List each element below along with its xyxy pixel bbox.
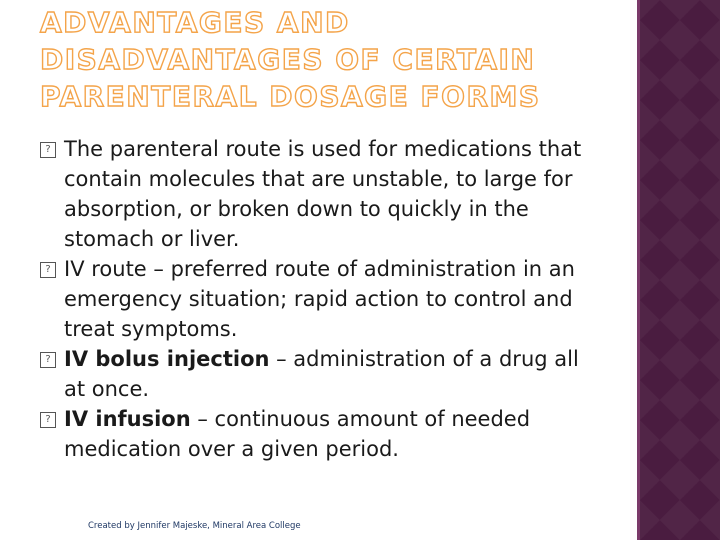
bullet-marker-icon: ? bbox=[40, 142, 56, 158]
bullet-text bbox=[64, 254, 598, 344]
bullet-term: IV infusion bbox=[64, 407, 191, 431]
bullet-text bbox=[64, 344, 598, 404]
bullet-item bbox=[38, 134, 598, 254]
footer-credit: Created by Jennifer Majeske, Mineral Area College bbox=[88, 521, 301, 531]
bullet-item bbox=[38, 344, 598, 404]
bullet-body: – continuous amount of needed medication over a given period. bbox=[64, 407, 531, 461]
decorative-side-band bbox=[640, 0, 720, 540]
bullet-marker-icon: ? bbox=[40, 412, 56, 428]
slide-title: ADVANTAGES AND DISADVANTAGES OF CERTAIN PARENTERAL DOSAGE FORMS bbox=[40, 6, 541, 113]
bullet-body: IV route – preferred route of administration in an emergency situation; rapid action to control and treat symptoms. bbox=[64, 257, 575, 341]
bullet-body: The parenteral route is used for medications that contain molecules that are unstable, to large for absorption, or broken down to quickly in the stomach or liver. bbox=[64, 137, 582, 251]
bullet-body: – administration of a drug all at once. bbox=[64, 347, 579, 401]
bullet-list bbox=[38, 134, 598, 464]
bullet-text bbox=[64, 134, 598, 254]
bullet-item bbox=[38, 404, 598, 464]
bullet-item bbox=[38, 254, 598, 344]
bullet-marker-icon: ? bbox=[40, 262, 56, 278]
bullet-term: IV bolus injection bbox=[64, 347, 270, 371]
bullet-text bbox=[64, 404, 598, 464]
bullet-marker-icon: ? bbox=[40, 352, 56, 368]
